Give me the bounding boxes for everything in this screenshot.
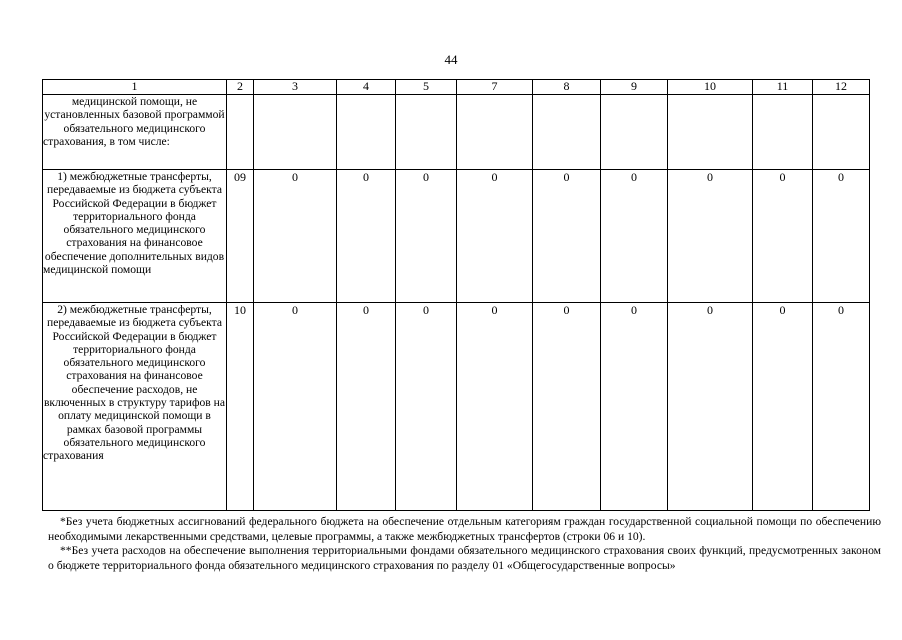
header-row [43,80,870,95]
column-header: 4 [337,80,396,95]
column-header: 12 [813,80,870,95]
value-cell: 0 [254,170,337,303]
footnote: **Без учета расходов на обеспечение выполнения территориальными фондами обязательного медицинского страхования своих функций, предусмотренных законом о бюджете территориального фонда обязательного медицинского страхования по разделу 01 «Общегосударственные вопросы» [48,544,881,572]
value-cell: 0 [533,170,601,303]
column-header: 10 [668,80,753,95]
value-cell: 0 [753,303,813,511]
value-cell: 0 [601,303,668,511]
value-cell [457,95,533,170]
value-cell: 0 [813,303,870,511]
value-cell: 0 [533,303,601,511]
value-cell: 0 [337,170,396,303]
value-cell: 0 [668,303,753,511]
footnote: *Без учета бюджетных ассигнований федерального бюджета на обеспечение отдельным категориям граждан государственной социальной помощи по обеспечению необходимыми лекарственными средствами, целевые программы, а также межбюджетных трансфертов (строки 06 и 10). [48,515,881,543]
row-description: 2) межбюджетные трансферты, передаваемые из бюджета субъекта Российской Федерации в бюджет территориального фонда обязательного медицинского страхования на финансовое обеспечение расходов, не включенных в структуру тарифов на оплату медицинской помощи в рамках базовой программы обязательного медицинского страхования [43,303,227,511]
value-cell [668,95,753,170]
value-cell: 0 [254,303,337,511]
value-cell: 0 [813,170,870,303]
column-header: 1 [43,80,227,95]
value-cell: 0 [337,303,396,511]
value-cell: 0 [457,303,533,511]
value-cell [254,95,337,170]
value-cell: 0 [457,170,533,303]
column-header: 3 [254,80,337,95]
column-header: 2 [227,80,254,95]
row-description: медицинской помощи, не установленных базовой программой обязательного медицинского страхования, в том числе: [43,95,227,170]
row-code-cell [227,95,254,170]
value-cell: 0 [396,303,457,511]
value-cell [337,95,396,170]
row-code: 10 [227,303,254,511]
value-cell [753,95,813,170]
value-cell [813,95,870,170]
table-row [43,170,870,303]
value-cell: 0 [668,170,753,303]
value-cell: 0 [601,170,668,303]
budget-table [42,79,870,511]
column-header: 9 [601,80,668,95]
column-header: 7 [457,80,533,95]
row-code: 09 [227,170,254,303]
continuation-row [43,95,870,170]
row-description: 1) межбюджетные трансферты, передаваемые из бюджета субъекта Российской Федерации в бюджет территориального фонда обязательного медицинского страхования на финансовое обеспечение дополнительных видов медицинской помощи [43,170,227,303]
table-row [43,303,870,511]
column-header: 11 [753,80,813,95]
value-cell: 0 [753,170,813,303]
value-cell: 0 [396,170,457,303]
value-cell [533,95,601,170]
footnotes [48,515,881,573]
column-header: 8 [533,80,601,95]
column-header: 5 [396,80,457,95]
value-cell [396,95,457,170]
page-number: 44 [444,52,458,67]
value-cell [601,95,668,170]
